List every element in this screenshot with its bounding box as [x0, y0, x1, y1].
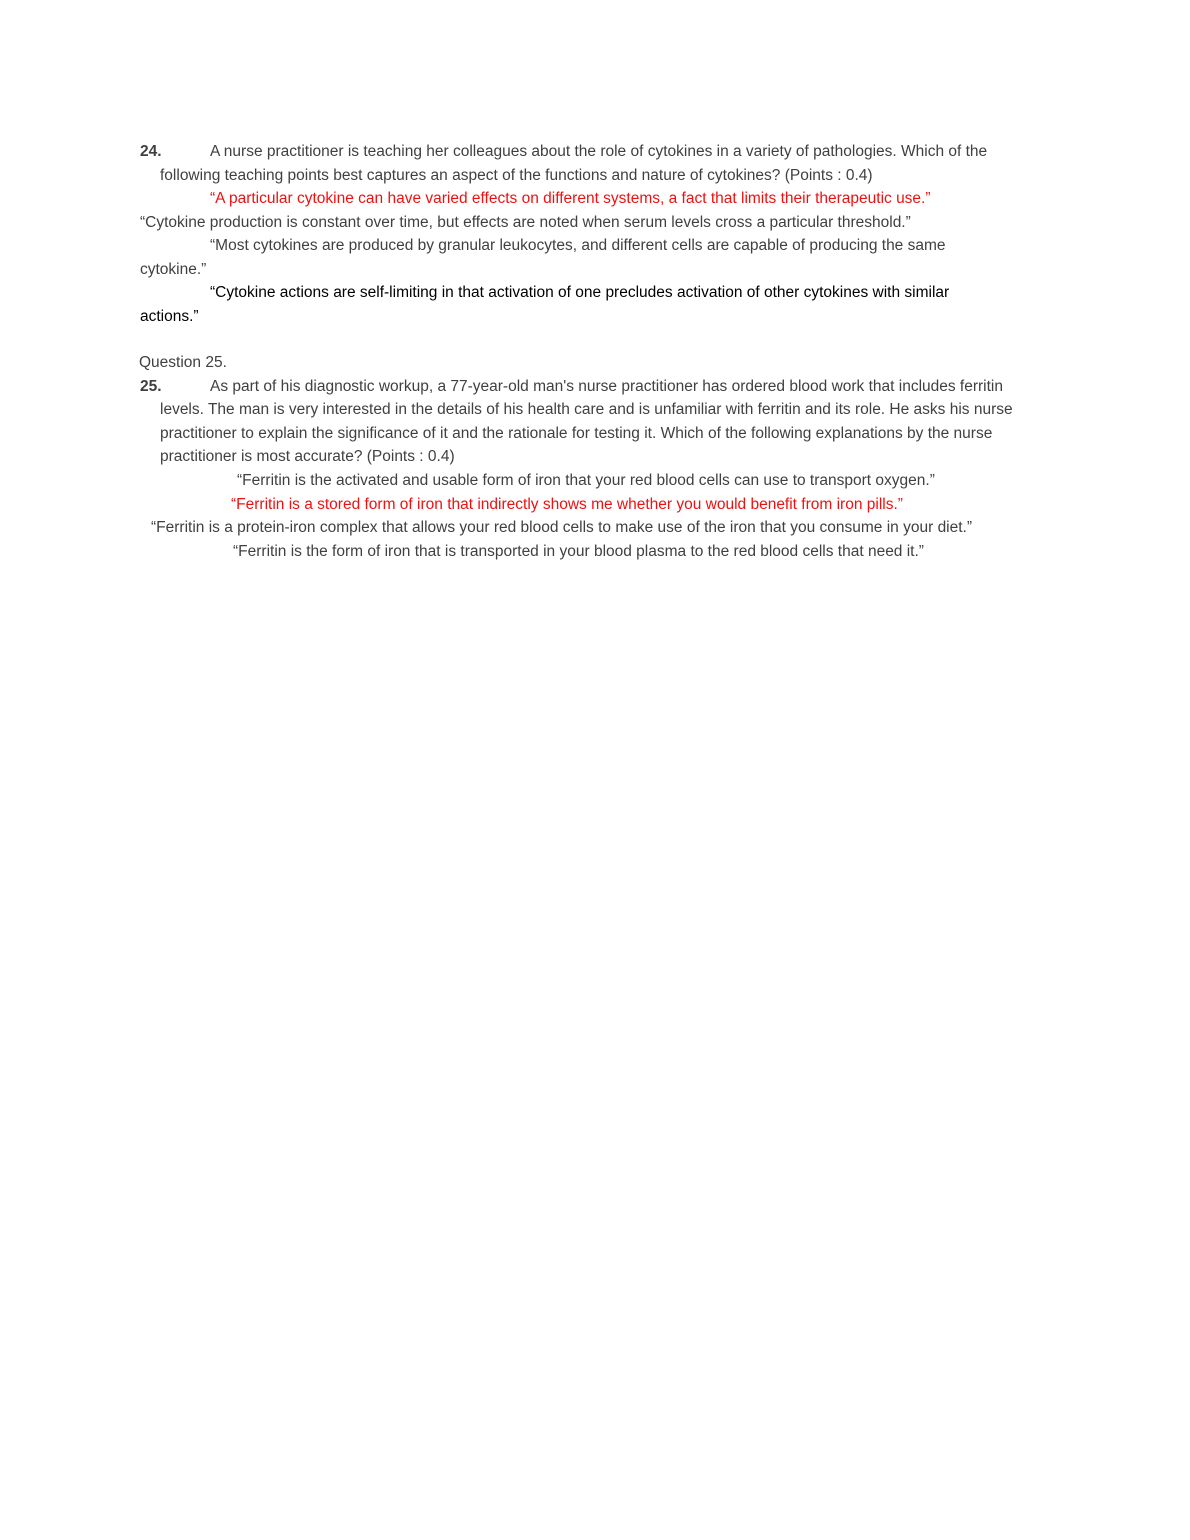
question-25-heading: Question 25.: [139, 354, 227, 371]
question-25-option-4: “Ferritin is the form of iron that is transported in your blood plasma to the red blood cells that need it.”: [233, 543, 924, 560]
question-24-option-3-line-1: “Most cytokines are produced by granular leukocytes, and different cells are capable of producing the same: [210, 237, 946, 254]
question-24-number: 24.: [140, 143, 162, 160]
question-24-option-3-line-2: cytokine.”: [140, 261, 207, 278]
question-24-option-2: “Cytokine production is constant over time, but effects are noted when serum levels cross a particular threshold.”: [140, 214, 911, 231]
question-25-stem-line-1: As part of his diagnostic workup, a 77-year-old man's nurse practitioner has ordered blood work that includes ferritin: [210, 378, 1003, 395]
question-24-option-1-correct: “A particular cytokine can have varied effects on different systems, a fact that limits their therapeutic use.”: [210, 190, 931, 207]
question-25-number: 25.: [140, 378, 162, 395]
question-24-option-4-line-2: actions.”: [140, 308, 199, 325]
question-25-stem-line-2: levels. The man is very interested in the details of his health care and is unfamiliar with ferritin and its role. He asks his nurse: [160, 401, 1013, 418]
question-24-stem-line-2: following teaching points best captures an aspect of the functions and nature of cytokines? (Points : 0.4): [160, 167, 873, 184]
question-25-stem-line-4: practitioner is most accurate? (Points : 0.4): [160, 448, 455, 465]
question-25-stem-line-3: practitioner to explain the significance of it and the rationale for testing it. Which of the following explanations by the nurse: [160, 425, 993, 442]
question-25-option-3: “Ferritin is a protein-iron complex that allows your red blood cells to make use of the iron that you consume in your diet.”: [151, 519, 973, 536]
question-25-option-1: “Ferritin is the activated and usable form of iron that your red blood cells can use to transport oxygen.”: [237, 472, 935, 489]
question-24-option-4-line-1: “Cytokine actions are self-limiting in that activation of one precludes activation of other cytokines with similar: [210, 284, 950, 301]
question-24-stem-line-1: A nurse practitioner is teaching her colleagues about the role of cytokines in a variety of pathologies. Which of the: [210, 143, 988, 160]
question-25-option-2-correct: “Ferritin is a stored form of iron that indirectly shows me whether you would benefit from iron pills.”: [231, 496, 903, 513]
